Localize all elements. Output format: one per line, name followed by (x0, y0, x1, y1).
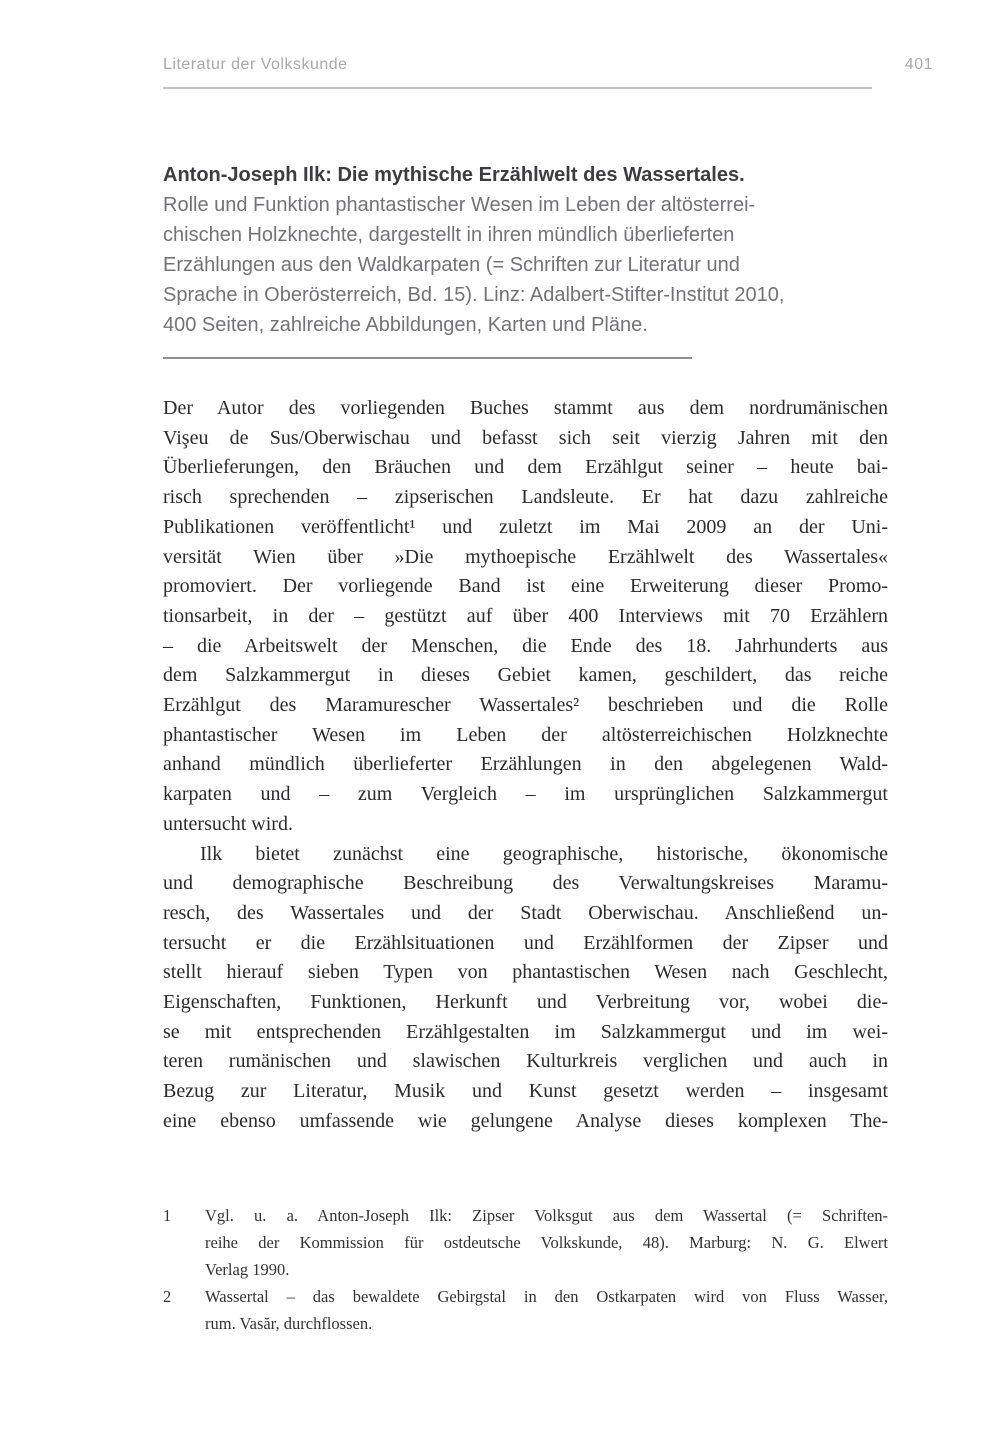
text-line: untersucht wird. (163, 812, 293, 835)
running-head (163, 56, 933, 74)
page-number: 401 (904, 56, 933, 73)
text-line: Der Autor des vorliegenden Buches stammt aus dem nordrumänischen (163, 397, 888, 419)
text-line: rum. Vasăr, durchflossen. (205, 1314, 373, 1333)
text-line: und demographische Beschreibung des Verwaltungskreises Maramu- (163, 872, 888, 895)
text-line: tionsarbeit, in der – gestützt auf über 400 Interviews mit 70 Erzählern (163, 604, 888, 627)
footnote (163, 1283, 888, 1337)
text-line: promoviert. Der vorliegende Band ist eine Erweiterung dieser Promo- (163, 575, 888, 598)
footnote-number: 2 (163, 1287, 172, 1306)
text-line: – die Arbeitswelt der Menschen, die Ende des 18. Jahrhunderts aus (163, 634, 888, 657)
text-line: se mit entsprechenden Erzählgestalten im Salzkammergut und im wei- (163, 1020, 888, 1043)
text-line: karpaten und – zum Vergleich – im ursprünglichen Salzkammergut (163, 783, 888, 806)
review-body (163, 394, 888, 1137)
text-line: Vgl. u. a. Anton-Joseph Ilk: Zipser Volksgut aus dem Wassertal (= Schriften- (205, 1206, 888, 1225)
footnote (163, 1202, 888, 1283)
text-line: stellt hierauf sieben Typen von phantastischen Wesen nach Geschlecht, (163, 961, 888, 984)
text-line: reihe der Kommission für ostdeutsche Volkskunde, 48). Marburg: N. G. Elwert (205, 1233, 888, 1252)
footnote-number: 1 (163, 1206, 172, 1225)
text-line: Rolle und Funktion phantastischer Wesen im Leben der altösterrei- (163, 194, 756, 216)
text-line: Wassertal – das bewaldete Gebirgstal in den Ostkarpaten wird von Fluss Wasser, (205, 1287, 888, 1306)
text-line: Erzählungen aus den Waldkarpaten (= Schriften zur Literatur und (163, 254, 740, 276)
text-line: tersucht er die Erzählsituationen und Erzählformen der Zipser und (163, 931, 888, 954)
review-header (163, 160, 923, 340)
text-line: Überlieferungen, den Bräuchen und dem Erzählgut seiner – heute bai- (163, 456, 888, 479)
text-line: 400 Seiten, zahlreiche Abbildungen, Karten und Pläne. (163, 314, 648, 336)
text-line: Publikationen veröffentlicht¹ und zuletzt im Mai 2009 an der Uni- (163, 515, 888, 538)
review-subtitle (163, 190, 923, 340)
text-line: anhand mündlich überlieferter Erzählungen in den abgelegenen Wald- (163, 753, 888, 776)
text-line: Sprache in Oberösterreich, Bd. 15). Linz: Adalbert-Stifter-Institut 2010, (163, 284, 785, 306)
text-line: Ilk bietet zunächst eine geographische, historische, ökonomische (200, 842, 888, 865)
text-line: Verlag 1990. (205, 1260, 290, 1279)
footnotes-section (163, 1202, 888, 1337)
text-line: Vişeu de Sus/Oberwischau und befasst sich seit vierzig Jahren mit den (163, 426, 888, 449)
footnote-text (205, 1202, 888, 1283)
text-line: versität Wien über »Die mythoepische Erzählwelt des Wassertales« (163, 545, 888, 568)
text-line: Eigenschaften, Funktionen, Herkunft und Verbreitung vor, wobei die- (163, 991, 888, 1014)
text-line: phantastischer Wesen im Leben der altösterreichischen Holzknechte (163, 723, 888, 746)
paragraph (163, 840, 888, 1137)
header-rule (163, 87, 872, 89)
footnote-text (205, 1283, 888, 1337)
text-line: risch sprechenden – zipserischen Landsleute. Er hat dazu zahlreiche (163, 486, 888, 509)
review-title: Anton-Joseph Ilk: Die mythische Erzählwelt des Wassertales. (163, 164, 745, 186)
paragraph (163, 394, 888, 840)
text-line: resch, des Wassertales und der Stadt Oberwischau. Anschließend un- (163, 901, 888, 924)
text-line: chischen Holzknechte, dargestellt in ihren mündlich überlieferten (163, 224, 735, 246)
divider-rule (163, 357, 692, 359)
text-line: teren rumänischen und slawischen Kulturkreis verglichen und auch in (163, 1050, 888, 1073)
text-line: dem Salzkammergut in dieses Gebiet kamen, geschildert, das reiche (163, 664, 888, 687)
text-line: Erzählgut des Maramurescher Wassertales² beschrieben und die Rolle (163, 694, 888, 717)
running-head-title: Literatur der Volkskunde (163, 56, 348, 73)
text-line: Bezug zur Literatur, Musik und Kunst gesetzt werden – insgesamt (163, 1080, 888, 1103)
text-line: eine ebenso umfassende wie gelungene Analyse dieses komplexen The- (163, 1109, 888, 1132)
